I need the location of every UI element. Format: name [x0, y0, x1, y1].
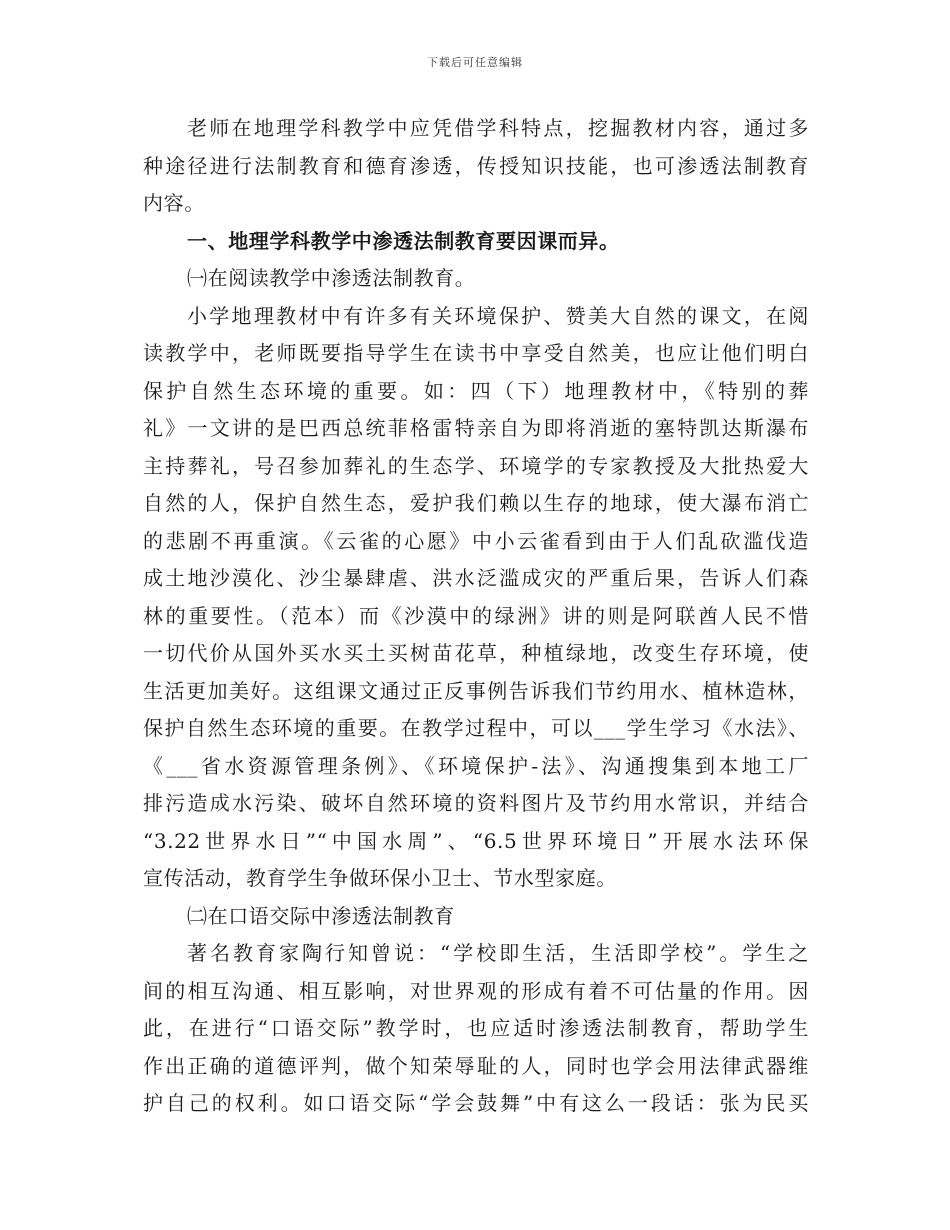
text-line: 读教学中，老师既要指导学生在读书中享受自然美，也应让他们明白 — [143, 341, 809, 365]
text-line: 此，在进行“口语交际”教学时，也应适时渗透法制教育，帮助学生 — [143, 1016, 809, 1040]
text-line: 小学地理教材中有许多有关环境保护、赞美大自然的课文，在阅 — [187, 303, 809, 328]
text-line: 一、地理学科教学中渗透法制教育要因课而异。 — [187, 228, 620, 253]
paragraph — [143, 298, 809, 898]
text-line: 排污造成水污染、破坏自然环境的资料图片及节约用水常识，并结合 — [143, 791, 809, 815]
page-header: 下载后可任意编辑 — [427, 56, 523, 69]
document-body — [143, 110, 809, 1123]
text-line: 内容。 — [143, 191, 205, 215]
text-line: 著名教育家陶行知曾说：“学校即生活，生活即学校”。学生之 — [187, 941, 809, 965]
paragraph — [143, 110, 809, 223]
text-line: 生活更加美好。这组课文通过正反事例告诉我们节约用水、植林造林， — [143, 678, 809, 703]
text-line: 礼》一文讲的是巴西总统菲格雷特亲自为即将消逝的塞特凯达斯瀑布 — [143, 416, 809, 440]
text-line: 间的相互沟通、相互影响，对世界观的形成有着不可估量的作用。因 — [143, 978, 809, 1003]
text-line: 老师在地理学科教学中应凭借学科特点，挖掘教材内容，通过多 — [187, 116, 809, 140]
section-heading — [143, 223, 809, 261]
text-line: 护自己的权利。如口语交际“学会鼓舞”中有这么一段话：张为民买 — [143, 1091, 809, 1115]
text-line: ㈡在口语交际中渗透法制教育 — [187, 903, 455, 928]
text-line: 林的重要性。（范本）而《沙漠中的绿洲》讲的则是阿联酋人民不惜 — [143, 603, 809, 628]
subsection-heading — [143, 898, 809, 936]
text-line: 成土地沙漠化、沙尘暴肆虐、洪水泛滥成灾的严重后果，告诉人们森 — [143, 566, 809, 590]
subsection-heading — [143, 260, 809, 298]
text-line: 作出正确的道德评判，做个知荣辱耻的人，同时也学会用法律武器维 — [143, 1053, 809, 1078]
text-line: 保护自然生态环境的重要。在教学过程中，可以___学生学习《水法》、 — [143, 716, 809, 740]
text-line: 宣传活动，教育学生争做环保小卫士、节水型家庭。 — [143, 866, 617, 890]
text-line: 种途径进行法制教育和德育渗透，传授知识技能，也可渗透法制教育 — [143, 153, 809, 178]
text-line: 保护自然生态环境的重要。如：四（下）地理教材中，《特别的葬 — [143, 378, 809, 403]
text-line: 一切代价从国外买水买土买树苗花草，种植绿地，改变生存环境，使 — [143, 641, 809, 665]
text-line: 主持葬礼，号召参加葬礼的生态学、环境学的专家教授及大批热爱大 — [143, 453, 809, 478]
paragraph — [143, 935, 809, 1123]
text-line: 《___省水资源管理条例》、《环境保护-法》、沟通搜集到本地工厂 — [143, 753, 809, 778]
text-line: ㈠在阅读教学中渗透法制教育。 — [187, 266, 476, 290]
text-line: 自然的人，保护自然生态，爱护我们赖以生存的地球，使大瀑布消亡 — [143, 491, 809, 515]
text-line: “3.22世界水日”“中国水周”、“6.5世界环境日”开展水法环保 — [143, 828, 809, 853]
text-line: 的悲剧不再重演。《云雀的心愿》中小云雀看到由于人们乱砍滥伐造 — [143, 528, 809, 553]
